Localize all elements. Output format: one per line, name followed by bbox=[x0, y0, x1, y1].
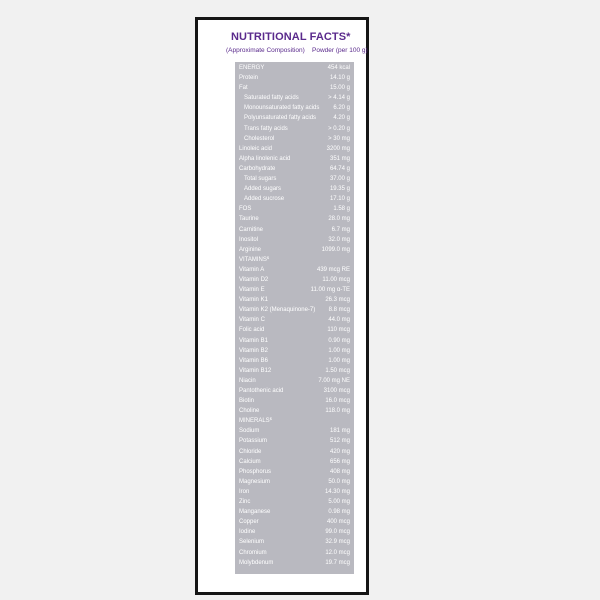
nutrient-label-text: Pantothenic acid bbox=[239, 388, 284, 394]
nutrient-label bbox=[244, 194, 284, 204]
nutrient-label bbox=[244, 134, 274, 144]
nutrient-label bbox=[239, 558, 273, 568]
nutrient-row bbox=[235, 507, 354, 517]
nutrient-value: 3200 mg bbox=[326, 145, 350, 152]
nutrient-row bbox=[235, 245, 354, 255]
nutrient-label-text: Trans fatty acids bbox=[244, 125, 288, 132]
nutrient-value: > 4.14 g bbox=[328, 95, 350, 102]
nutrient-label-text: Chloride bbox=[239, 448, 262, 455]
nutrient-label bbox=[239, 487, 249, 497]
nutrient-value: 7.00 mg NE bbox=[318, 377, 350, 384]
nutrient-label bbox=[239, 366, 271, 376]
nutrient-label-text: Vitamin A bbox=[239, 266, 265, 273]
nutrient-value: 11.00 mg α-TE bbox=[310, 287, 350, 294]
nutrient-label bbox=[239, 436, 267, 446]
nutrient-row bbox=[235, 285, 354, 295]
nutrient-label-text: Molybdenum bbox=[239, 559, 274, 566]
nutrient-row bbox=[235, 436, 354, 446]
nutrient-value: 99.0 mcg bbox=[325, 529, 350, 536]
footnote-marker: $ bbox=[269, 416, 272, 422]
nutrient-label bbox=[239, 416, 272, 426]
nutrient-label-text: FOS bbox=[239, 206, 252, 213]
nutrient-label-text: Folic acid bbox=[239, 327, 265, 334]
nutrient-value: 408 mg bbox=[329, 468, 350, 475]
nutrient-label bbox=[239, 305, 315, 315]
nutrient-row bbox=[235, 235, 354, 245]
nutrient-row bbox=[235, 134, 354, 144]
nutrient-row bbox=[235, 487, 354, 497]
nutrient-value: 1.00 mg bbox=[328, 347, 350, 354]
nutrient-row bbox=[235, 426, 354, 436]
nutrient-value: 110 mcg bbox=[327, 327, 350, 334]
nutrient-label bbox=[244, 184, 281, 194]
nutrient-row bbox=[235, 204, 354, 214]
nutrient-label-text: Copper bbox=[239, 519, 259, 526]
nutrient-row bbox=[235, 214, 354, 224]
nutrient-value: 16.0 mcg bbox=[325, 398, 350, 405]
nutrient-value: 1.58 g bbox=[333, 206, 350, 213]
nutrient-label bbox=[239, 204, 251, 214]
nutrient-label bbox=[239, 537, 264, 547]
nutrient-label-text: Selenium bbox=[239, 539, 265, 546]
nutrient-value: 181 mg bbox=[329, 428, 350, 435]
nutrient-label bbox=[239, 507, 270, 517]
nutrient-row bbox=[235, 376, 354, 386]
nutrient-row bbox=[235, 164, 354, 174]
nutrient-row bbox=[235, 325, 354, 335]
nutrient-row bbox=[235, 73, 354, 83]
nutrient-row bbox=[235, 124, 354, 134]
nutrient-row bbox=[235, 255, 354, 265]
nutrient-row bbox=[235, 467, 354, 477]
nutrient-label-text: Added sugars bbox=[244, 186, 282, 193]
nutrient-row bbox=[235, 315, 354, 325]
nutrient-row bbox=[235, 275, 354, 285]
nutrient-label bbox=[239, 225, 263, 235]
nutrient-row bbox=[235, 63, 354, 73]
nutrient-label-text: Manganese bbox=[239, 509, 271, 516]
nutrient-label bbox=[239, 386, 283, 396]
nutrient-row bbox=[235, 194, 354, 204]
nutrient-value: 15.00 g bbox=[329, 85, 350, 92]
nutrient-label bbox=[239, 336, 268, 346]
nutrient-row bbox=[235, 477, 354, 487]
nutrient-label-text: VITAMINS bbox=[239, 256, 267, 263]
nutrient-label-text: Added sucrose bbox=[244, 196, 285, 203]
nutrient-value: 64.74 g bbox=[329, 165, 350, 172]
nutrient-row bbox=[235, 356, 354, 366]
nutrient-label-text: Vitamin B1 bbox=[239, 337, 268, 344]
nutrient-label bbox=[239, 144, 272, 154]
nutrient-label-text: Iodine bbox=[239, 529, 256, 536]
nutrient-label-text: Alpha linolenic acid bbox=[239, 155, 291, 162]
nutrient-value: 44.0 mg bbox=[328, 317, 350, 324]
nutrient-value: 512 mg bbox=[329, 438, 350, 445]
nutrient-label-text: Saturated fatty acids bbox=[244, 95, 299, 102]
nutrient-row bbox=[235, 396, 354, 406]
nutrient-label-text: Potassium bbox=[239, 438, 268, 445]
nutrient-value: 1.50 mcg bbox=[325, 367, 350, 374]
nutrient-label bbox=[239, 235, 258, 245]
nutrient-label bbox=[244, 174, 276, 184]
nutrient-label bbox=[244, 93, 299, 103]
nutrient-label bbox=[239, 285, 265, 295]
nutrient-row bbox=[235, 305, 354, 315]
nutrient-row bbox=[235, 144, 354, 154]
nutrient-label bbox=[239, 265, 264, 275]
nutrient-row bbox=[235, 386, 354, 396]
nutrient-label bbox=[239, 497, 250, 507]
nutrient-label bbox=[239, 396, 254, 406]
nutrient-value: 32.9 mcg bbox=[325, 539, 350, 546]
nutrient-label-text: Carnitine bbox=[239, 226, 264, 233]
nutrient-value: 8.8 mcg bbox=[328, 307, 350, 314]
nutrient-row bbox=[235, 447, 354, 457]
nutrient-label bbox=[239, 477, 270, 487]
nutrient-label bbox=[244, 113, 316, 123]
nutrient-value: 17.10 g bbox=[329, 196, 350, 203]
nutrient-label-text: Fat bbox=[239, 85, 248, 92]
nutrient-label-text: Vitamin C bbox=[239, 317, 265, 324]
nutrient-label-text: Cholesterol bbox=[244, 135, 275, 142]
nutrient-label bbox=[239, 527, 255, 537]
nutrient-row bbox=[235, 225, 354, 235]
nutrient-label bbox=[239, 356, 268, 366]
nutrient-label-text: Chromium bbox=[239, 549, 267, 556]
nutrient-label-text: Sodium bbox=[239, 428, 260, 435]
nutrient-label bbox=[239, 548, 267, 558]
nutrient-value: 0.90 mg bbox=[328, 337, 350, 344]
nutrient-label-text: Polyunsaturated fatty acids bbox=[244, 115, 317, 122]
nutrient-label-text: Linoleic acid bbox=[239, 145, 273, 152]
nutrient-label bbox=[239, 214, 259, 224]
nutrient-label-text: Calcium bbox=[239, 458, 261, 465]
nutrient-value: 420 mg bbox=[329, 448, 350, 455]
nutrient-row bbox=[235, 113, 354, 123]
nutrient-label-text: Taurine bbox=[239, 216, 259, 223]
nutrient-label-text: ENERGY bbox=[239, 65, 265, 71]
nutrient-value: 12.0 mcg bbox=[325, 549, 350, 556]
nutrient-value: 14.30 mg bbox=[324, 488, 350, 495]
nutrient-label-text: Biotin bbox=[239, 398, 255, 405]
nutrient-label bbox=[239, 467, 271, 477]
nutrient-label bbox=[239, 406, 259, 416]
nutrient-label-text: Total sugars bbox=[244, 176, 277, 183]
nutrient-row bbox=[235, 416, 354, 426]
nutrient-label-text: Carbohydrate bbox=[239, 165, 276, 172]
nutrient-label bbox=[239, 63, 264, 73]
nutrition-title: NUTRITIONAL FACTS* bbox=[231, 31, 351, 43]
nutrient-row bbox=[235, 346, 354, 356]
nutrient-label bbox=[239, 245, 261, 255]
nutrient-label-text: Inositol bbox=[239, 236, 259, 243]
nutrient-label-text: MINERALS bbox=[239, 418, 270, 425]
nutrient-row bbox=[235, 103, 354, 113]
nutrient-label bbox=[239, 457, 261, 467]
nutrient-row bbox=[235, 336, 354, 346]
nutrient-row bbox=[235, 406, 354, 416]
nutrient-label bbox=[239, 315, 265, 325]
nutrient-label bbox=[239, 325, 264, 335]
nutrient-value: 50.0 mg bbox=[328, 478, 350, 485]
nutrient-label bbox=[239, 517, 259, 527]
nutrient-row bbox=[235, 93, 354, 103]
nutrient-value: 5.00 mg bbox=[328, 499, 350, 506]
nutrient-row bbox=[235, 83, 354, 93]
nutrient-value: 26.3 mcg bbox=[325, 297, 350, 304]
nutrient-value: 6.7 mg bbox=[331, 226, 350, 233]
nutrient-value: > 0.20 g bbox=[328, 125, 350, 132]
serving-basis-subtitle: Powder (per 100 g) bbox=[312, 47, 368, 54]
nutrient-label bbox=[239, 73, 258, 83]
nutrient-value: 656 mg bbox=[329, 458, 350, 465]
nutrient-row bbox=[235, 265, 354, 275]
nutrient-label-text: Vitamin K1 bbox=[239, 297, 268, 304]
nutrient-value: 19.35 g bbox=[329, 186, 350, 193]
nutrient-label bbox=[244, 124, 288, 134]
nutrient-label-text: Niacin bbox=[239, 377, 256, 384]
composition-subtitle: (Approximate Composition) bbox=[226, 47, 305, 54]
nutrient-value: 37.00 g bbox=[329, 176, 350, 183]
nutrient-value: 19.7 mcg bbox=[325, 559, 350, 566]
nutrient-label bbox=[239, 255, 269, 265]
nutrient-row bbox=[235, 154, 354, 164]
nutrient-label-text: Vitamin D2 bbox=[239, 276, 269, 283]
nutrient-value: 1.00 mg bbox=[328, 357, 350, 364]
nutrient-label-text: Iron bbox=[239, 488, 250, 495]
nutrient-value: > 30 mg bbox=[328, 135, 350, 142]
nutrition-table bbox=[235, 62, 354, 574]
nutrient-label-text: Monounsaturated fatty acids bbox=[244, 105, 320, 112]
nutrient-label bbox=[239, 154, 290, 164]
nutrient-label bbox=[239, 275, 268, 285]
nutrient-value: 439 mcg RE bbox=[316, 266, 350, 273]
nutrient-label bbox=[239, 164, 275, 174]
nutrient-label bbox=[239, 376, 256, 386]
nutrient-label bbox=[239, 426, 259, 436]
nutrient-row bbox=[235, 497, 354, 507]
nutrient-row bbox=[235, 174, 354, 184]
nutrient-label-text: Vitamin B6 bbox=[239, 357, 268, 364]
nutrient-value: 14.10 g bbox=[329, 75, 350, 82]
footnote-marker: $ bbox=[266, 254, 270, 260]
nutrient-label-text: Choline bbox=[239, 408, 260, 415]
nutrient-row bbox=[235, 366, 354, 376]
nutrient-value: 0.98 mg bbox=[328, 509, 350, 516]
nutrient-value: 3100 mcg bbox=[323, 388, 350, 394]
nutrient-value: 32.0 mg bbox=[328, 236, 350, 243]
nutrient-value: 351 mg bbox=[329, 155, 350, 162]
nutrient-label bbox=[239, 295, 268, 305]
nutrient-row bbox=[235, 527, 354, 537]
nutrient-value: 28.0 mg bbox=[328, 216, 350, 223]
nutrient-label-text: Vitamin B12 bbox=[239, 367, 272, 374]
nutrient-label bbox=[244, 103, 319, 113]
nutrient-row bbox=[235, 558, 354, 568]
nutrient-label-text: Arginine bbox=[239, 246, 262, 253]
nutrient-label-text: Magnesium bbox=[239, 478, 271, 485]
nutrient-value: 6.20 g bbox=[333, 105, 350, 112]
nutrient-row bbox=[235, 548, 354, 558]
nutrient-label-text: Zinc bbox=[239, 499, 251, 506]
nutrient-value: 11.00 mcg bbox=[322, 276, 350, 283]
nutrient-value: 118.0 mg bbox=[325, 408, 350, 415]
nutrient-row bbox=[235, 295, 354, 305]
nutrition-facts-panel bbox=[195, 17, 369, 595]
nutrient-row bbox=[235, 184, 354, 194]
nutrient-row bbox=[235, 517, 354, 527]
nutrient-label-text: Vitamin B2 bbox=[239, 347, 268, 354]
nutrient-label bbox=[239, 447, 261, 457]
nutrient-value: 4.20 g bbox=[333, 115, 350, 122]
nutrient-row bbox=[235, 537, 354, 547]
nutrient-label bbox=[239, 83, 248, 93]
nutrient-label-text: Vitamin K2 (Menaquinone-7) bbox=[239, 307, 316, 314]
nutrient-label bbox=[239, 346, 268, 356]
nutrient-label-text: Protein bbox=[239, 75, 259, 82]
nutrient-label-text: Phosphorus bbox=[239, 468, 272, 475]
nutrient-value: 400 mcg bbox=[326, 519, 350, 526]
nutrient-row bbox=[235, 457, 354, 467]
nutrient-label-text: Vitamin E bbox=[239, 287, 265, 294]
nutrient-value: 1099.0 mg bbox=[321, 246, 350, 253]
nutrient-value: 454 kcal bbox=[327, 65, 350, 71]
